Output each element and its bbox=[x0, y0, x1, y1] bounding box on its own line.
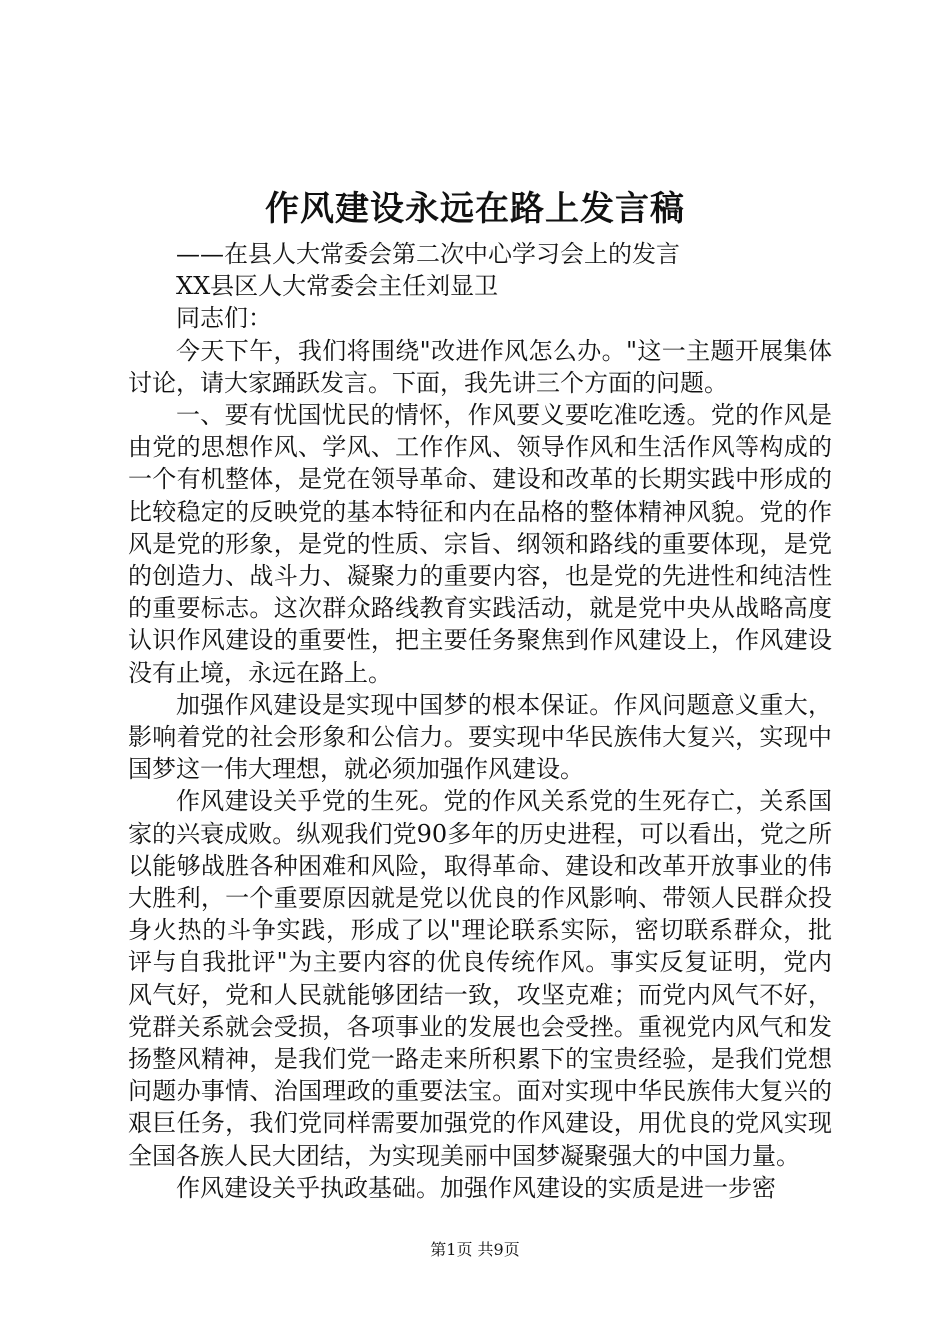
paragraph: 今天下午，我们将围绕"改进作风怎么办。"这一主题开展集体讨论，请大家踊跃发言。下面，我先讲三个方面的问题。 bbox=[128, 336, 832, 397]
salutation: 同志们： bbox=[176, 304, 272, 333]
document-title: 作风建设永远在路上发言稿 bbox=[265, 189, 685, 229]
paragraph: 作风建设关乎执政基础。加强作风建设的实质是进一步密 bbox=[176, 1173, 776, 1202]
page-number-footer: 第1页 共9页 bbox=[430, 1240, 520, 1259]
subtitle: ——在县人大常委会第二次中心学习会上的发言 bbox=[176, 240, 680, 268]
document-body bbox=[128, 238, 832, 1204]
paragraph: 作风建设关乎党的生死。党的作风关系党的生死存亡，关系国家的兴衰成败。纵观我们党90多年的历史进程，可以看出，党之所以能够战胜各种困难和风险，取得革命、建设和改革开放事业的伟大胜利，一个重要原因就是党以优良的作风影响、带领人民群众投身火热的斗争实践，形成了以"理论联系实际，密切联系群众，批评与自我批评"为主要内容的优良传统作风。事实反复证明，党内风气好，党和人民就能够团结一致，攻坚克难；而党内风气不好，党群关系就会受损，各项事业的发展也会受挫。重视党内风气和发扬整风精神，是我们党一路走来所积累下的宝贵经验，是我们党想问题办事情、治国理政的重要法宝。面对实现中华民族伟大复兴的艰巨任务，我们党同样需要加强党的作风建设，用优良的党风实现全国各族人民大团结，为实现美丽中国梦凝聚强大的中国力量。 bbox=[128, 787, 832, 1170]
paragraph: 一、要有忧国忧民的情怀，作风要义要吃准吃透。党的作风是由党的思想作风、学风、工作作风、领导作风和生活作风等构成的一个有机整体，是党在领导革命、建设和改革的长期实践中形成的比较稳定的反映党的基本特征和内在品格的整体精神风貌。党的作风是党的形象，是党的性质、宗旨、纲领和路线的重要体现，是党的创造力、战斗力、凝聚力的重要内容，也是党的先进性和纯洁性的重要标志。这次群众路线教育实践活动，就是党中央从战略高度认识作风建设的重要性，把主要任务聚焦到作风建设上，作风建设没有止境，永远在路上。 bbox=[128, 401, 832, 687]
paragraph: 加强作风建设是实现中国梦的根本保证。作风问题意义重大，影响着党的社会形象和公信力。要实现中华民族伟大复兴，实现中国梦这一伟大理想，就必须加强作风建设。 bbox=[128, 690, 832, 784]
author-line: XX县区人大常委会主任刘显卫 bbox=[176, 272, 499, 301]
